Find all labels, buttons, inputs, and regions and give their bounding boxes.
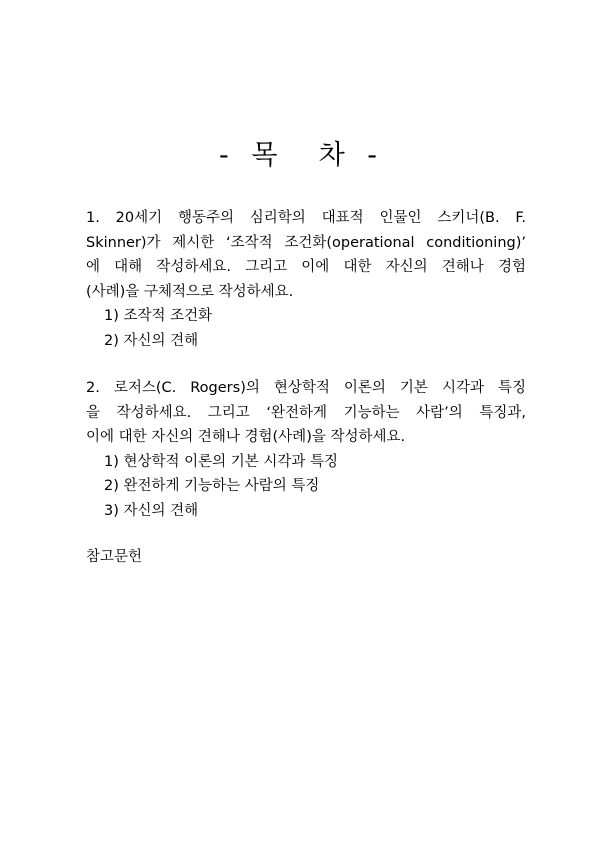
- question-1-line: Skinner)가 제시한 ‘조작적 조건화(operational conditioning)’: [86, 234, 526, 251]
- question-1-line: 에 대해 작성하세요. 그리고 이에 대한 자신의 견해나 경험: [86, 259, 526, 275]
- question-2-item-2: 2) 완전하게 기능하는 사람의 특징: [104, 478, 320, 494]
- references-heading: 참고문헌: [86, 549, 143, 565]
- question-1-line: 1. 20세기 행동주의 심리학의 대표적 인물인 스키너(B. F.: [86, 210, 526, 226]
- question-2-line: 을 작성하세요. 그리고 ‘완전하게 기능하는 사람’의 특징과,: [86, 404, 526, 421]
- toc-title: - 목 차 -: [219, 140, 381, 171]
- question-2-line: 2. 로저스(C. Rogers)의 현상학적 이론의 기본 시각과 특징: [86, 380, 526, 396]
- question-1-line: (사례)을 구체적으로 작성하세요.: [86, 283, 294, 300]
- question-1-item-1: 1) 조작적 조건화: [104, 308, 213, 324]
- question-2: [86, 376, 526, 523]
- question-1-item-2: 2) 자신의 견해: [104, 332, 199, 349]
- question-2-line: 이에 대한 자신의 견해나 경험(사례)을 작성하세요.: [86, 429, 406, 445]
- question-2-text: [86, 376, 526, 450]
- question-1-text: [86, 206, 526, 304]
- question-1: [86, 206, 526, 353]
- question-2-item-3: 3) 자신의 견해: [104, 502, 199, 519]
- question-2-item-1: 1) 현상학적 이론의 기본 시각과 특징: [104, 453, 339, 470]
